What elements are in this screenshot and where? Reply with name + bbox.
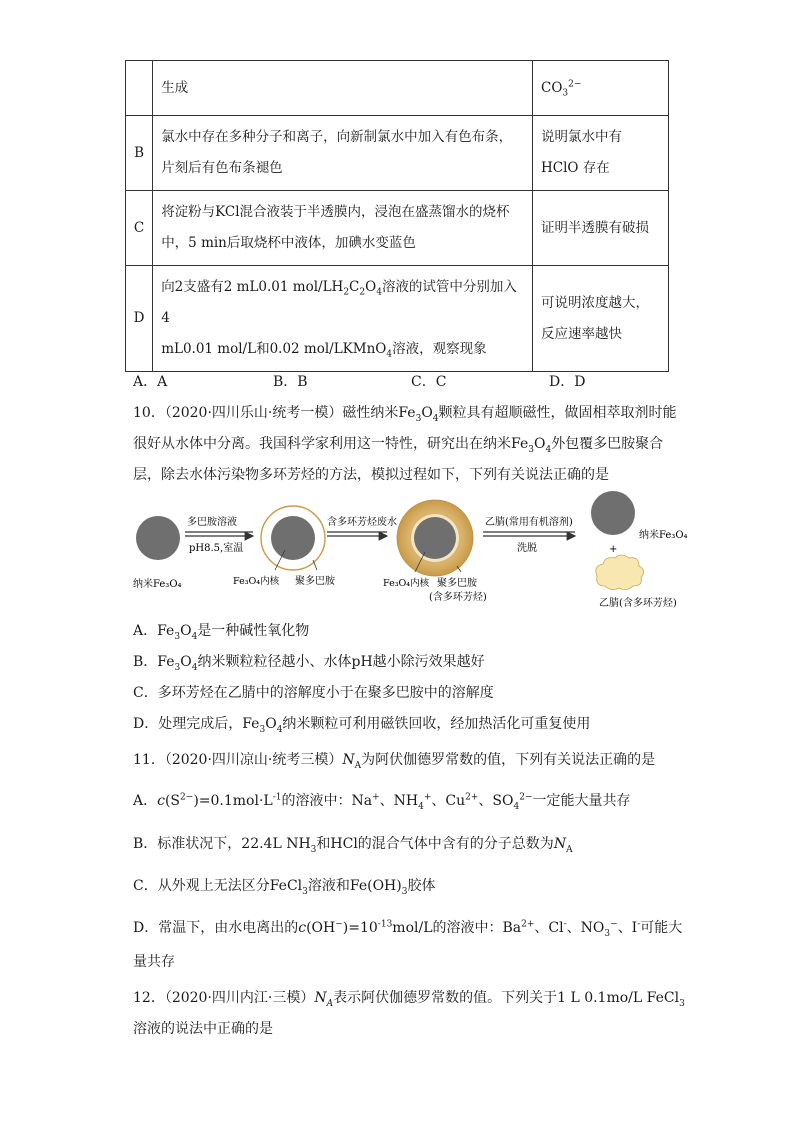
q10-option-c[interactable]: C．多环芳烃在乙腈中的溶解度小于在聚多巴胺中的溶解度 — [133, 685, 494, 701]
row-conclusion: $CO_3^{2-}$ — [532, 61, 668, 116]
q10-stem-line: 很好从水体中分离。我国科学家利用这一特性，研究出在纳米$Fe_3O_4$外包覆多巴胺聚合 — [133, 436, 664, 455]
arrow1-bottom-label: pH8.5,室温 — [189, 543, 244, 554]
desc-line: 将淀粉与KCl混合液装于半透膜内，浸泡在盛蒸馏水的烧杯 — [161, 204, 510, 220]
label-nano-right: 纳米Fe₃O₄ — [639, 530, 688, 541]
row-description — [153, 191, 533, 266]
q12-stem-line: 溶液的说法中正确的是 — [133, 1021, 273, 1037]
desc-line: 向2支盛有2 mL0.01 mol/$LH_2C_2O_4$溶液的试管中分别加入4 — [161, 279, 517, 326]
q11-option-d[interactable]: D．常温下，由水电离出的$c(OH^-)=10^{-13}mol/L$的溶液中：$Ba^{2+}$、Cl-、$NO_3^-$、I-可能大 — [133, 919, 683, 939]
row-conclusion — [532, 191, 668, 266]
experiment-table — [125, 60, 669, 372]
arrow3-bottom-label: 洗脱 — [517, 543, 537, 554]
q11-option-b[interactable]: B．标准状况下，22.4L $NH_3$和HCl的混合气体中含有的分子总数为$N_A$ — [133, 836, 573, 855]
q10-option-a[interactable]: A．$Fe_3O_4$是一种碱性氧化物 — [133, 623, 310, 642]
desc-line: mL0.01 mol/L和0.02 mol/LKMnO$_4$溶液，观察现象 — [161, 341, 487, 360]
choice-a[interactable]: A．A — [133, 374, 168, 390]
plus-sign: + — [609, 544, 618, 555]
label-core-1: Fe₃O₄内核 — [233, 576, 280, 587]
q10-option-d[interactable]: D．处理完成后，$Fe_3O_4$纳米颗粒可利用磁铁回收，经加热活化可重复使用 — [133, 716, 591, 735]
row-label: C — [126, 191, 153, 266]
label-shell-2: 聚多巴胺 — [437, 578, 477, 589]
row-description — [153, 266, 533, 372]
table-row — [126, 266, 669, 372]
label-acetonitrile: 乙腈(含多环芳烃) — [599, 598, 677, 609]
concl-line: 可说明浓度越大， — [540, 294, 649, 311]
concl-line: 说明氯水中有 — [540, 129, 622, 145]
row-label: D — [126, 266, 153, 372]
concl-line: 反应速率越快 — [540, 325, 622, 342]
q12-stem-line: 12．（2020·四川内江·三模）$N_A$表示阿伏伽德罗常数的值。下列关于1 L 0.1mo/L FeCl$_3$ — [133, 990, 685, 1009]
nano-particle-right — [591, 491, 635, 535]
label-shell-2-note: (含多环芳烃) — [429, 592, 487, 603]
arrow1-top-label: 多巴胺溶液 — [187, 517, 237, 528]
desc-line: 片刻后有色布条褪色 — [161, 160, 283, 176]
arrow2-top-label: 含多环芳烃废水 — [327, 517, 397, 528]
fe3o4-core-1 — [271, 516, 315, 560]
q11-option-a[interactable]: A．$c(S^{2-})=0.1mol\cdot L^{-1}$的溶液中：Na+、$NH_4^+$、$Cu^{2+}$、$SO_4^{2-}$一定能大量共存 — [133, 792, 631, 812]
q10-option-b[interactable]: B．$Fe_3O_4$纳米颗粒粒径越小、水体pH越小除污效果越好 — [133, 654, 485, 673]
label-core-2: Fe₃O₄内核 — [383, 578, 430, 589]
nano-particle-left — [136, 516, 180, 560]
row-conclusion — [532, 266, 668, 372]
q10-stem-line: 10．（2020·四川乐山·统考一模）磁性纳米$Fe_3O_4$颗粒具有超顺磁性，做固相萃取剂时能 — [133, 405, 677, 424]
q11-stem: 11．（2020·四川凉山·统考三模）$N_A$为阿伏伽德罗常数的值，下列有关说法正确的是 — [133, 752, 656, 771]
process-diagram — [125, 488, 715, 614]
row-description — [153, 116, 533, 191]
label-shell-1: 聚多巴胺 — [295, 576, 335, 587]
row-conclusion — [532, 116, 668, 191]
arrow3-top-label: 乙腈(常用有机溶剂) — [485, 517, 573, 528]
row-description: 生成 — [153, 61, 533, 116]
desc-line: 中，5 min后取烧杯中液体，加碘水变蓝色 — [161, 235, 416, 251]
choice-d[interactable]: D．D — [549, 374, 586, 390]
q11-option-d-cont: 量共存 — [133, 954, 175, 970]
desc-line: 氯水中存在多种分子和离子，向新制氯水中加入有色布条， — [161, 129, 513, 145]
concl-line: HClO 存在 — [540, 160, 610, 176]
fe3o4-core-2 — [414, 517, 456, 559]
concl-line: 证明半透膜有破损 — [540, 219, 649, 236]
table-row — [126, 191, 669, 266]
acetonitrile-blob — [596, 555, 644, 590]
choice-c[interactable]: C．C — [411, 374, 447, 390]
q10-stem-line: 层，除去水体污染物多环芳烃的方法，模拟过程如下，下列有关说法正确的是 — [133, 467, 609, 483]
row-label: B — [126, 116, 153, 191]
label-nano-left: 纳米Fe₃O₄ — [133, 579, 182, 590]
q11-option-c[interactable]: C．从外观上无法区分FeCl$_3$溶液和$Fe(OH)_3$胶体 — [133, 878, 436, 897]
table-row — [126, 116, 669, 191]
row-label — [126, 61, 153, 116]
table-row — [126, 61, 669, 116]
choice-b[interactable]: B．B — [273, 374, 308, 390]
